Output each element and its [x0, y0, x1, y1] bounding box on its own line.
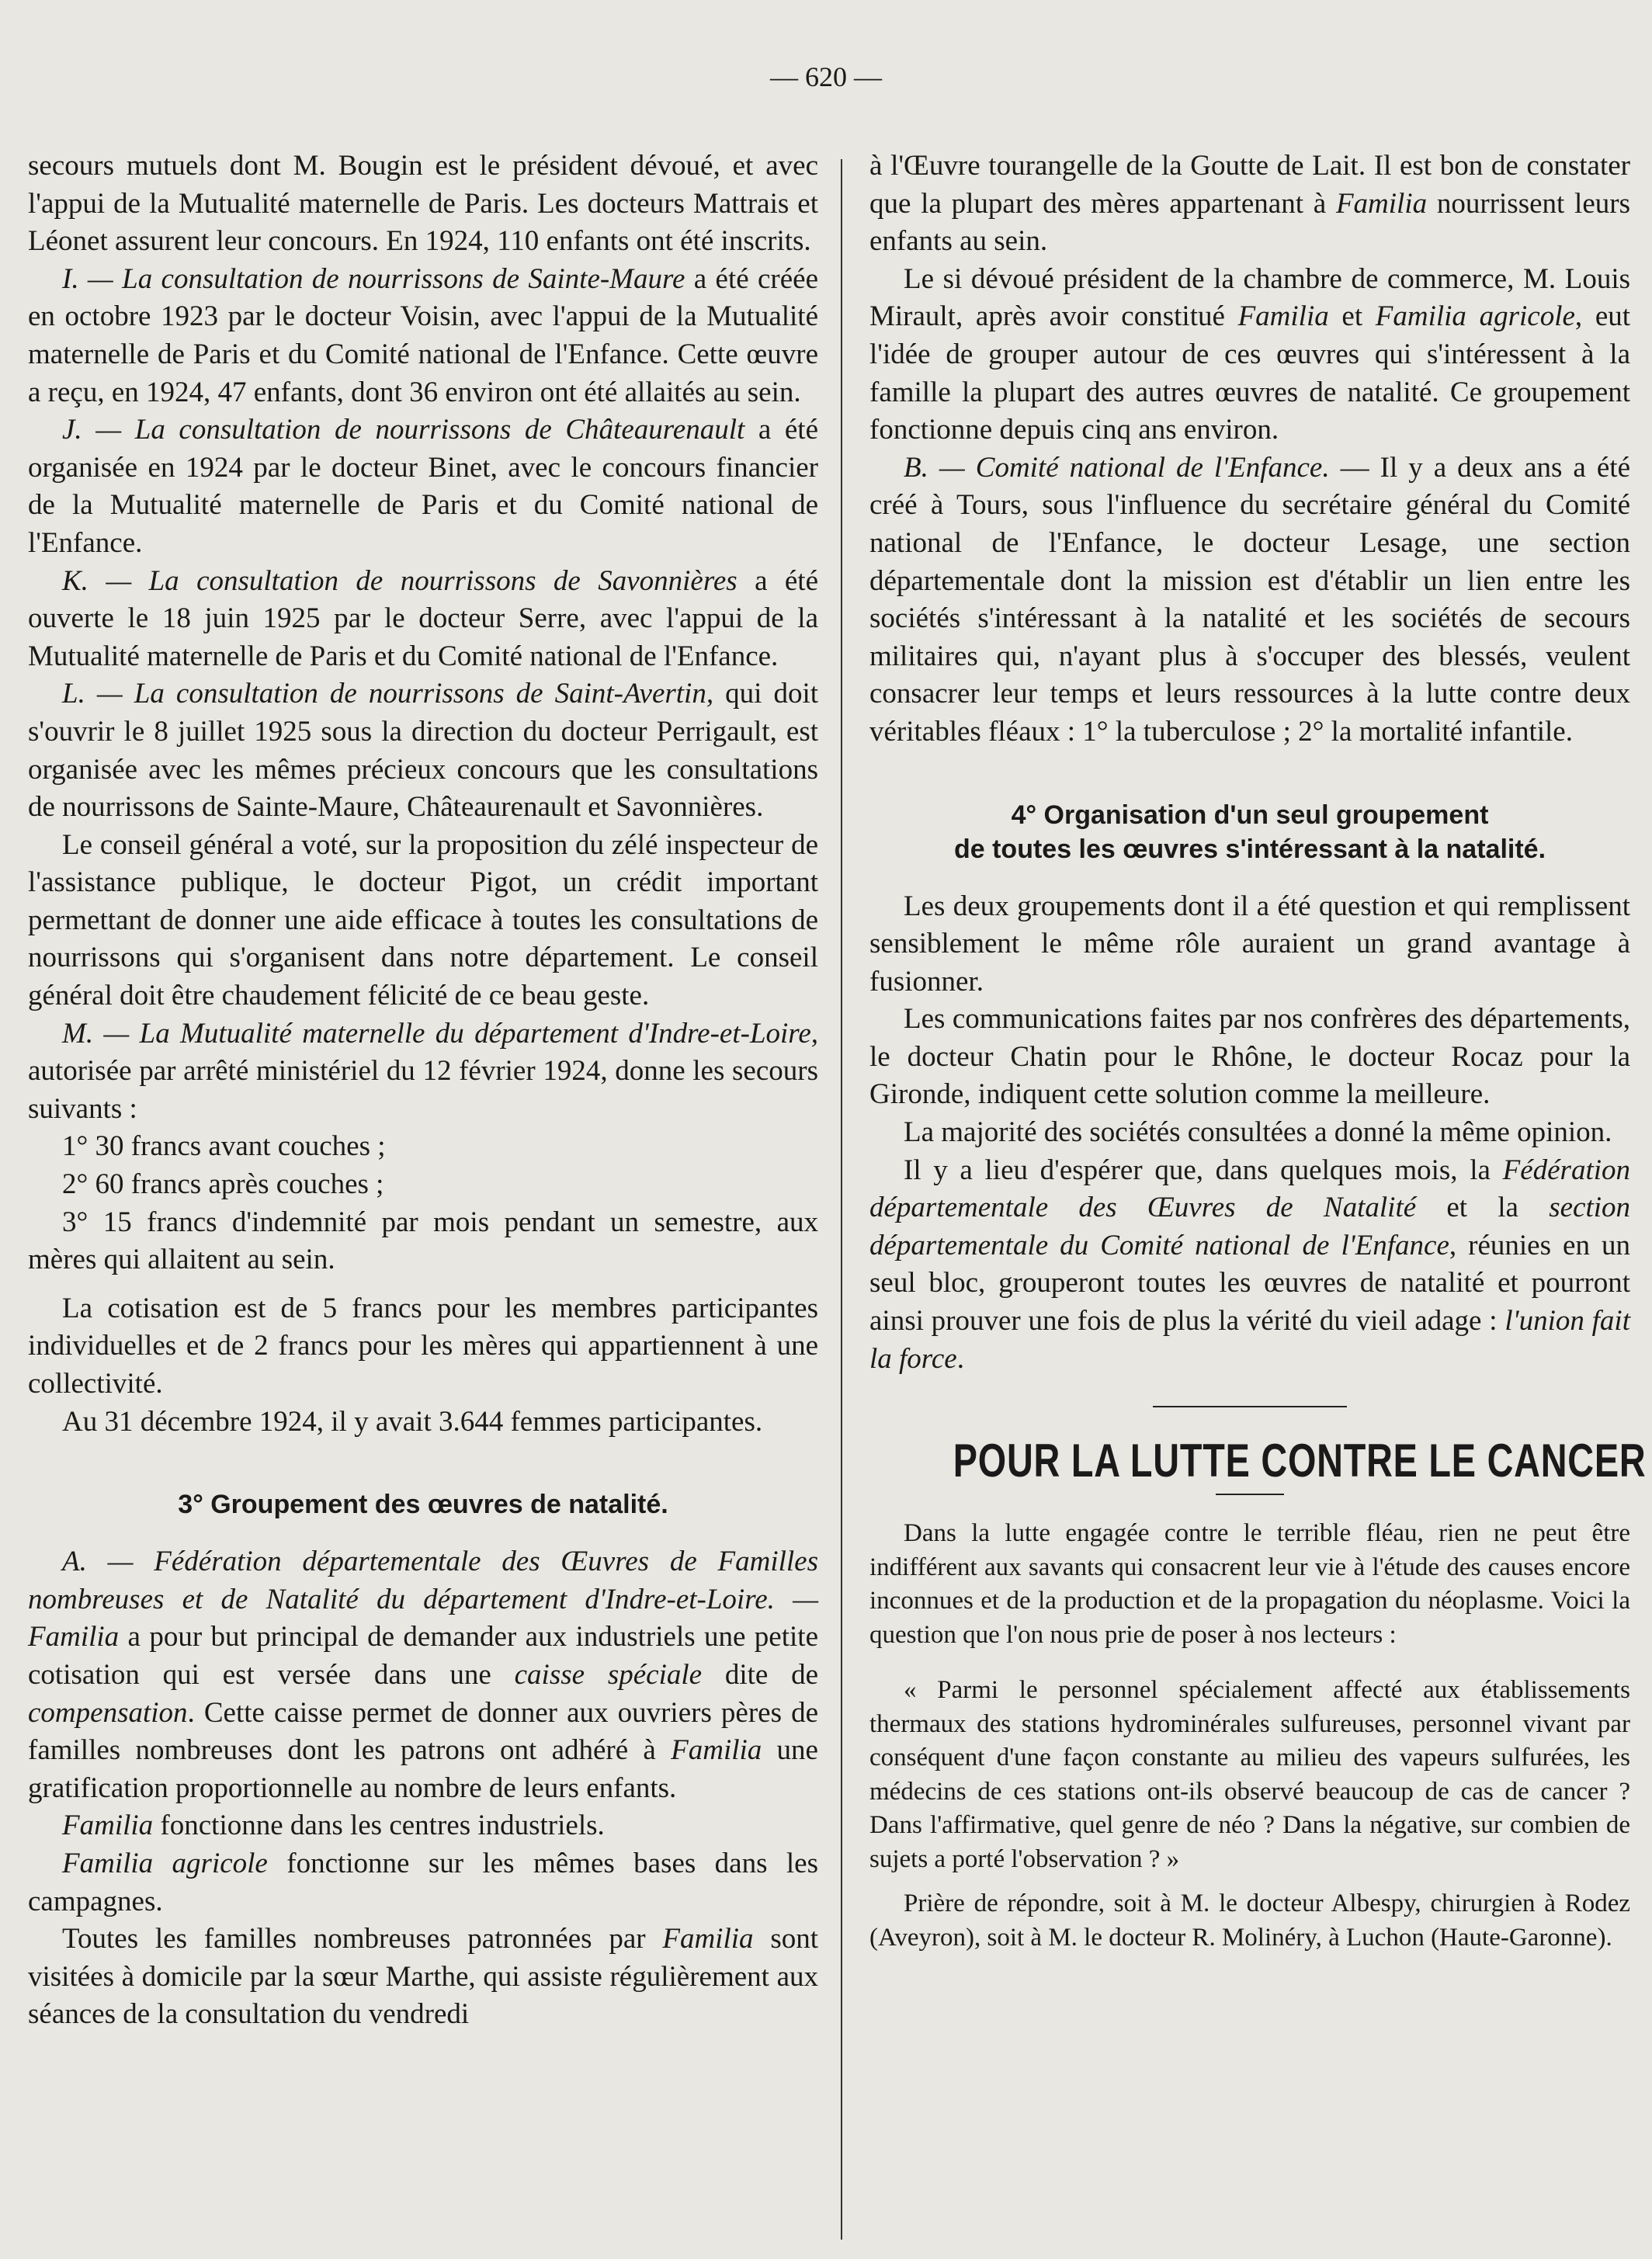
- body-cont-b: nourrissent leurs enfants au sein.: [869, 187, 1630, 258]
- section-heading-4-line-2: de toutes les œuvres s'intéressant à la natalité.: [953, 834, 1546, 864]
- body-a-3: . Cette caisse permet de donner aux ouvriers pères de familles nombreuses dont les patrons ont adhéré à: [28, 1696, 818, 1767]
- paragraph-conseil: Le conseil général a voté, sur la proposition du zélé inspecteur de l'assistance publique, le docteur Pigot, un crédit important permettant de donner une aide efficace à toutes les consultations de nourrissons qui s'organisent dans notre département. Le conseil général doit être chaudement félicité de ce beau geste.: [28, 828, 818, 1012]
- lead-k: K. — La consultation de nourrissons de Savonnières: [62, 564, 738, 597]
- paragraph-cancer-reply: Prière de répondre, soit à M. le docteur Albespy, chirurgien à Rodez (Aveyron), soit à M. le docteur R. Molinéry, à Luchon (Haute-Garonne).: [869, 1889, 1630, 1952]
- lead-i: I. — La consultation de nourrissons de Sainte-Maure: [62, 262, 685, 295]
- body-j: a été organisée en 1924 par le docteur Binet, avec le concours financier de la Mutualité maternelle de Paris et du Comité national de l'Enfance.: [28, 414, 818, 559]
- body-i: a été créée en octobre 1923 par le docteur Voisin, avec l'appui de la Mutualité maternelle de Paris et du Comité national de l'Enfance. Cette œuvre a reçu, en 1924, 47 enfants, dont 36 environ ont été allaités au sein.: [28, 262, 819, 408]
- body-a-2: dite de: [702, 1658, 818, 1691]
- paragraph-m: [28, 1015, 818, 1129]
- italic-lieu-3: l'union fait la force: [869, 1305, 1630, 1375]
- section-heading-3: 3° Groupement des œuvres de natalité.: [178, 1490, 668, 1520]
- italic-lieu-2: section départementale du Comité national de l'Enfance: [869, 1192, 1631, 1261]
- body-toutes-b: sont visitées à domicile par la sœur Marthe, qui assiste régulièrement aux séances de la consultation du vendredi: [28, 1923, 818, 2031]
- body-toutes-a: Toutes les familles nombreuses patronnées par: [62, 1923, 663, 1955]
- lead-m: M. — La Mutualité maternelle du département d'Indre-et-Loire,: [62, 1017, 818, 1050]
- paragraph-majorite: La majorité des sociétés consultées a donné la même opinion.: [904, 1116, 1612, 1149]
- paragraph-familia: [28, 1807, 818, 1845]
- italic-cont: Familia: [1335, 187, 1428, 220]
- italic-familia-agricole: Familia agricole: [62, 1847, 268, 1879]
- left-column: [28, 147, 818, 2034]
- column-rule: [841, 159, 842, 2240]
- section-heading-4-line-1: 4° Organisation d'un seul groupement: [1011, 800, 1489, 830]
- list-item-3: 3° 15 francs d'indemnité par mois pendant un semestre, aux mères qui allaitent au sein.: [28, 1206, 818, 1276]
- body-a-1: a pour but principal de demander aux industriels une petite cotisation qui est versée dans une: [28, 1621, 818, 1691]
- italic-lieu-1: Fédération départementale des Œuvres de Natalité: [869, 1154, 1630, 1224]
- paragraph-l: [28, 675, 818, 826]
- section-heading-4: [869, 798, 1630, 866]
- paragraph-communications: Les communications faites par nos confrères des départements, le docteur Chatin pour le Rhône, le docteur Rocaz pour la Gironde, indiquent cette solution comme la meilleure.: [869, 1003, 1630, 1111]
- body-b: — Il y a deux ans a été créé à Tours, sous l'influence du secrétaire général du Comité national de l'Enfance, le docteur Lesage, une section départementale dont la mission est d'établir un lien entre les sociétés s'intéressant à la natalité et les sociétés de secours militaires qui, n'ayant plus à s'occuper des blessés, veulent consacrer leur temps et leurs ressources à la lutte contre deux véritables fléaux : 1° la tuberculose ; 2° la mortalité infantile.: [869, 451, 1630, 748]
- list-item-1: 1° 30 francs avant couches ;: [62, 1130, 386, 1163]
- italic-toutes: Familia: [662, 1923, 754, 1955]
- body-lieu-a: Il y a lieu d'espérer que, dans quelques mois, la: [904, 1154, 1503, 1186]
- paragraph-i: [28, 261, 818, 411]
- body-mirault-b: et: [1328, 300, 1376, 333]
- italic-mirault-1: Familia: [1237, 300, 1329, 333]
- paragraph-familia-agricole: [28, 1845, 818, 1921]
- paragraph-k: [28, 563, 818, 676]
- italic-a-3: Familia: [671, 1734, 762, 1767]
- lead-j: J. — La consultation de nourrissons de Châteaurenault: [62, 414, 745, 446]
- paragraph-b: [869, 449, 1630, 751]
- paragraph-continuation: [869, 147, 1630, 261]
- italic-a-1: caisse spéciale: [514, 1658, 703, 1691]
- page-number: — 620 —: [770, 61, 882, 92]
- lead-l: L. — La consultation de nourrissons de Saint-Avertin,: [62, 678, 714, 710]
- list-item-2: 2° 60 francs après couches ;: [62, 1168, 384, 1201]
- paragraph-secours: secours mutuels dont M. Bougin est le président dévoué, et avec l'appui de la Mutualité maternelle de Paris. Les docteurs Mattrais et Léonet assurent leur concours. En 1924, 110 enfants ont été inscrits.: [28, 150, 818, 258]
- body-cont-a: à l'Œuvre tourangelle de la Goutte de Lait. Il est bon de constater que la plupart des mères appartenant à: [869, 150, 1630, 220]
- body-lieu-d: .: [956, 1342, 964, 1375]
- paragraph-cotisation: La cotisation est de 5 francs pour les membres participantes individuelles et de 2 francs pour les mères qui appartiennent à une collectivité.: [28, 1292, 818, 1400]
- body-mirault-c: , eut l'idée de grouper autour de ces œuvres qui s'intéressent à la famille la plupart des autres œuvres de natalité. Ce groupement fonctionne depuis cinq ans environ.: [869, 300, 1631, 446]
- paragraph-mirault: [869, 261, 1630, 449]
- paragraph-cancer-question: « Parmi le personnel spécialement affecté aux établissements thermaux des stations hydrominérales sulfureuses, personnel vivant par conséquent d'une façon constante au milieu des vapeurs sulfurées, les médecins de ces stations ont-ils observé beaucoup de cas de cancer ? Dans l'affirmative, quel genre de néo ? Dans la négative, sur combien de sujets a porté l'observation ? »: [869, 1676, 1630, 1873]
- paragraph-decembre: Au 31 décembre 1924, il y avait 3.644 femmes participantes.: [62, 1405, 763, 1438]
- body-a-4: une gratification proportionnelle au nombre de leurs enfants.: [28, 1734, 818, 1804]
- italic-familia: Familia: [62, 1810, 154, 1842]
- paragraph-toutes: [28, 1921, 818, 2034]
- paragraph-deux-groupements: Les deux groupements dont il a été question et qui remplissent sensiblement le même rôle auraient un grand avantage à fusionner.: [869, 890, 1630, 998]
- body-m: autorisée par arrêté ministériel du 12 février 1924, donne les secours suivants :: [28, 1055, 818, 1125]
- title-underline: [1216, 1494, 1284, 1495]
- body-lieu-c: , réunies en un seul bloc, grouperont toutes les œuvres de natalité et pourront ainsi prouver une fois de plus la vérité du vieil adage :: [869, 1229, 1630, 1338]
- body-l: qui doit s'ouvrir le 8 juillet 1925 sous la direction du docteur Perrigault, est organisée avec les mêmes précieux concours que les consultations de nourrissons de Sainte-Maure, Châteaurenault et Savonnières.: [28, 678, 818, 824]
- lead-a: A. — Fédération départementale des Œuvres de Familles nombreuses et de Natalité du département d'Indre-et-Loire. — Familia: [28, 1546, 818, 1653]
- paragraph-j: [28, 411, 818, 562]
- separator-rule: [1153, 1406, 1347, 1407]
- paragraph-esperer: [869, 1152, 1630, 1379]
- right-column: [869, 147, 1647, 1955]
- paragraph-cancer-intro: Dans la lutte engagée contre le terrible fléau, rien ne peut être indifférent aux savants qui consacrent leur vie à l'étude des causes encore inconnues et de la production et de la propagation du néoplasme. Voici la question que l'on nous prie de poser à nos lecteurs :: [869, 1519, 1630, 1649]
- body-familia-agricole: fonctionne sur les mêmes bases dans les campagnes.: [28, 1847, 818, 1917]
- italic-a-2: compensation: [28, 1696, 188, 1729]
- cancer-title: POUR LA LUTTE CONTRE LE CANCER: [953, 1435, 1647, 1487]
- body-mirault-a: Le si dévoué président de la chambre de commerce, M. Louis Mirault, après avoir constitué: [869, 262, 1630, 333]
- body-k: a été ouverte le 18 juin 1925 par le docteur Serre, avec l'appui de la Mutualité maternelle de Paris et du Comité national de l'Enfance.: [28, 564, 818, 672]
- paragraph-a: [28, 1543, 818, 1807]
- lead-b: B. — Comité national de l'Enfance.: [904, 451, 1330, 484]
- body-familia: fonctionne dans les centres industriels.: [153, 1810, 605, 1842]
- italic-mirault-2: Familia agricole: [1375, 300, 1575, 333]
- body-lieu-b: et la: [1416, 1192, 1550, 1224]
